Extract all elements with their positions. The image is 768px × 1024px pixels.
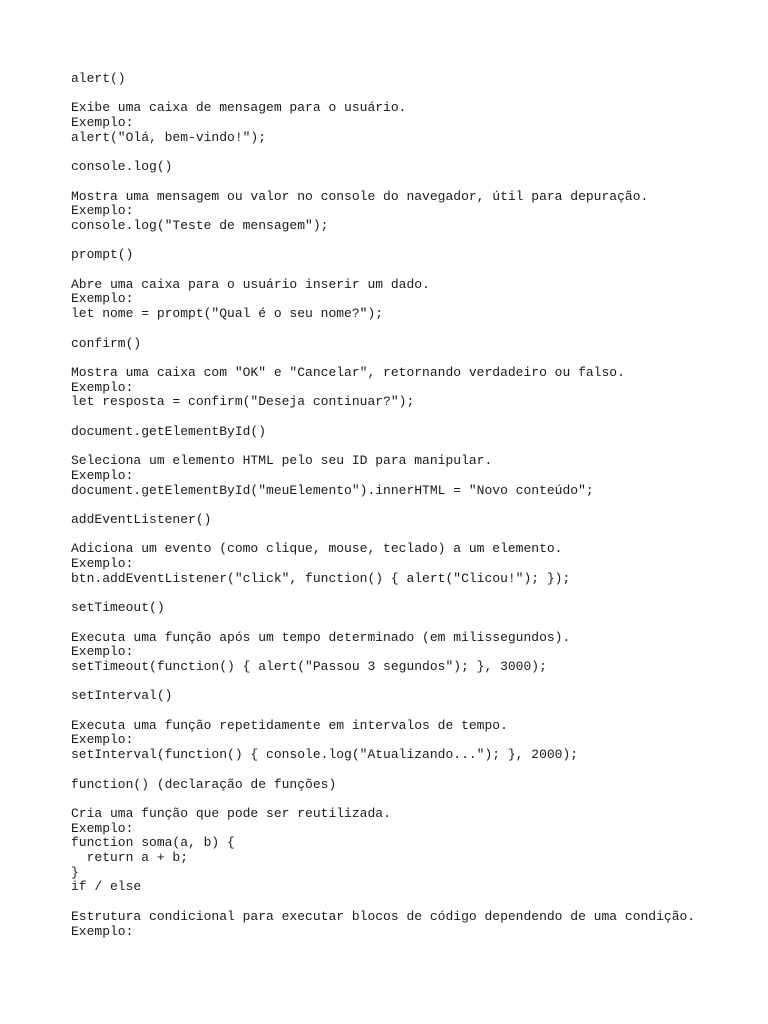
section-title: console.log() <box>71 159 173 175</box>
section-set-timeout <box>71 601 748 675</box>
section-title: if / else <box>71 879 142 895</box>
section-description: Cria uma função que pode ser reutilizada. <box>71 805 391 821</box>
section-body <box>71 542 748 586</box>
section-description: Mostra uma mensagem ou valor no console do navegador, útil para depuração. <box>71 188 649 204</box>
example-label: Exemplo: <box>71 556 134 572</box>
document-page <box>71 72 748 939</box>
example-label: Exemplo: <box>71 203 134 219</box>
section-set-interval <box>71 689 748 763</box>
section-if-else <box>71 880 748 939</box>
section-body <box>71 719 748 763</box>
example-label: Exemplo: <box>71 732 134 748</box>
code-line: let nome = prompt("Qual é o seu nome?"); <box>71 306 384 322</box>
section-body <box>71 366 748 410</box>
code-line: let resposta = confirm("Deseja continuar?"); <box>71 394 415 410</box>
section-function-declaration <box>71 778 748 881</box>
section-body <box>71 278 748 322</box>
code-line: alert("Olá, bem-vindo!"); <box>71 129 267 145</box>
code-line: btn.addEventListener("click", function() { alert("Clicou!"); }); <box>71 570 571 586</box>
code-line: } <box>71 864 79 880</box>
example-label: Exemplo: <box>71 379 134 395</box>
code-line: console.log("Teste de mensagem"); <box>71 217 329 233</box>
code-line: setTimeout(function() { alert("Passou 3 segundos"); }, 3000); <box>71 658 547 674</box>
code-line: function soma(a, b) { <box>71 835 235 851</box>
code-line: setInterval(function() { console.log("Atualizando..."); }, 2000); <box>71 747 579 763</box>
section-title: function() (declaração de funções) <box>71 776 337 792</box>
section-body <box>71 101 748 145</box>
section-body <box>71 190 748 234</box>
example-label: Exemplo: <box>71 115 134 131</box>
section-title: prompt() <box>71 247 134 263</box>
section-title: addEventListener() <box>71 511 212 527</box>
section-description: Adiciona um evento (como clique, mouse, teclado) a um elemento. <box>71 541 563 557</box>
section-description: Seleciona um elemento HTML pelo seu ID para manipular. <box>71 453 493 469</box>
section-title: setInterval() <box>71 688 173 704</box>
example-label: Exemplo: <box>71 467 134 483</box>
section-title: confirm() <box>71 335 142 351</box>
section-prompt <box>71 248 748 322</box>
section-title: document.getElementById() <box>71 423 267 439</box>
section-description: Exibe uma caixa de mensagem para o usuário. <box>71 100 407 116</box>
section-alert <box>71 72 748 146</box>
section-confirm <box>71 337 748 411</box>
section-description: Executa uma função repetidamente em intervalos de tempo. <box>71 717 508 733</box>
section-body <box>71 807 748 881</box>
section-description: Abre uma caixa para o usuário inserir um dado. <box>71 276 430 292</box>
section-console-log <box>71 160 748 234</box>
section-title: setTimeout() <box>71 600 165 616</box>
section-description: Estrutura condicional para executar blocos de código dependendo de uma condição. <box>71 908 696 924</box>
section-description: Executa uma função após um tempo determinado (em milissegundos). <box>71 629 571 645</box>
code-line: return a + b; <box>71 850 189 865</box>
example-label: Exemplo: <box>71 820 134 836</box>
section-description: Mostra uma caixa com "OK" e "Cancelar", retornando verdadeiro ou falso. <box>71 364 625 380</box>
example-label: Exemplo: <box>71 644 134 660</box>
section-title: alert() <box>71 71 126 86</box>
example-label: Exemplo: <box>71 291 134 307</box>
section-body <box>71 631 748 675</box>
section-add-event-listener <box>71 513 748 587</box>
example-label: Exemplo: <box>71 923 134 939</box>
code-line: document.getElementById("meuElemento").innerHTML = "Novo conteúdo"; <box>71 482 594 498</box>
section-get-element-by-id <box>71 425 748 499</box>
section-body <box>71 910 748 939</box>
section-body <box>71 454 748 498</box>
